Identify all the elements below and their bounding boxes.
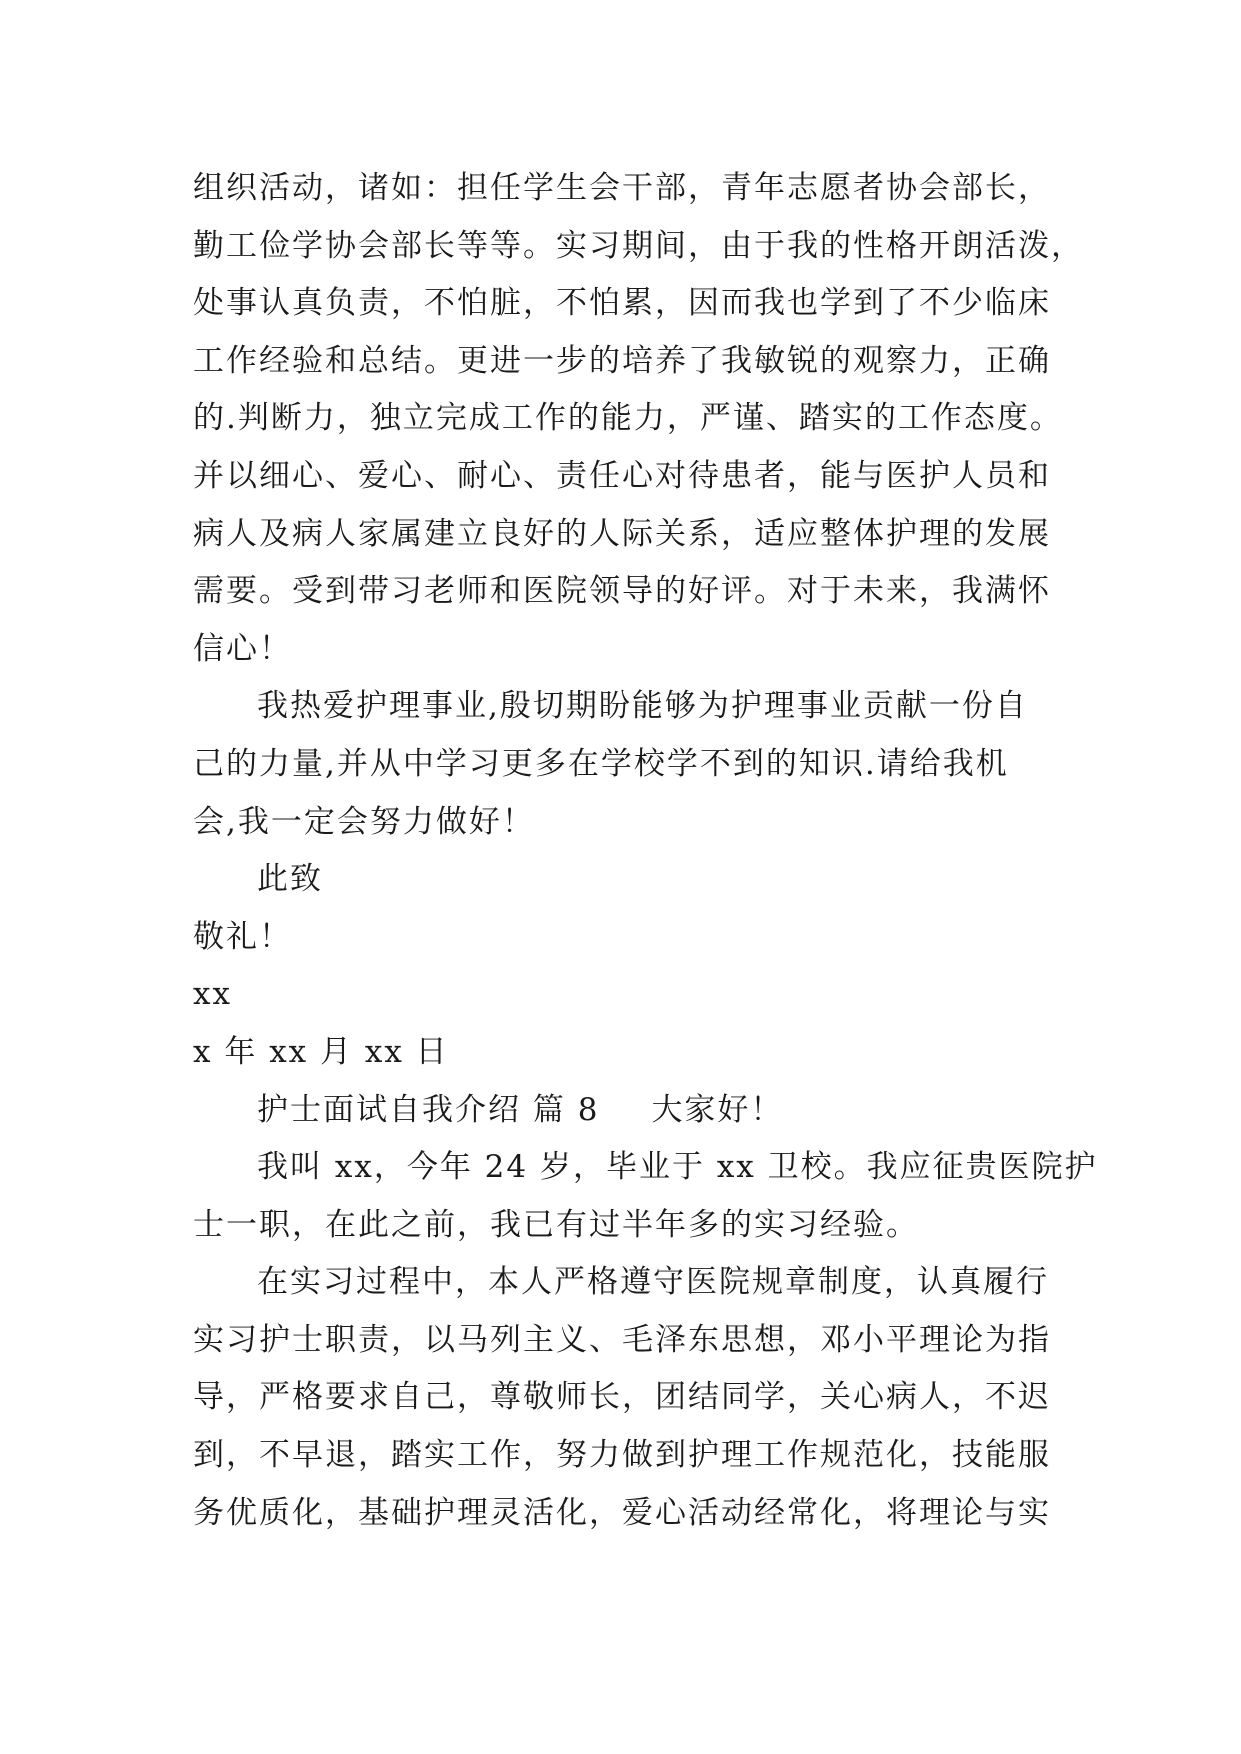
section-heading: 护士面试自我介绍 篇 8 xyxy=(257,1091,600,1128)
section-heading-line xyxy=(193,1082,1063,1140)
text-line: 我叫 xx，今年 24 岁，毕业于 xx 卫校。我应征贵医院护 xyxy=(257,1149,1098,1186)
text-line: 处事认真负责，不怕脏，不怕累，因而我也学到了不少临床 xyxy=(193,285,1051,322)
text-line: 己的力量,并从中学习更多在学校学不到的知识.请给我机 xyxy=(193,745,1009,782)
text-line: 组织活动，诸如：担任学生会干部，青年志愿者协会部长， xyxy=(193,170,1051,206)
text-line: 务优质化，基础护理灵活化，爱心活动经常化，将理论与实 xyxy=(193,1494,1051,1531)
text-line: 信心！ xyxy=(193,630,292,667)
closing-salutation: 此致 xyxy=(257,861,323,898)
text-line: 导，严格要求自己，尊敬师长，团结同学，关心病人，不迟 xyxy=(193,1379,1051,1416)
text-line: 的.判断力，独立完成工作的能力，严谨、踏实的工作态度。 xyxy=(193,400,1063,437)
text-line: 工作经验和总结。更进一步的培养了我敏锐的观察力，正确 xyxy=(193,342,1051,379)
text-line: 需要。受到带习老师和医院领导的好评。对于未来，我满怀 xyxy=(193,573,1051,610)
greeting: 大家好！ xyxy=(651,1091,784,1128)
text-line: 病人及病人家属建立良好的人际关系，适应整体护理的发展 xyxy=(193,515,1051,552)
text-line: 士一职，在此之前，我已有过半年多的实习经验。 xyxy=(193,1206,919,1243)
signature-date: x 年 xx 月 xx 日 xyxy=(193,1033,449,1070)
text-line: 到，不早退，踏实工作，努力做到护理工作规范化，技能服 xyxy=(193,1437,1051,1474)
closing-regards: 敬礼！ xyxy=(193,918,292,955)
text-line: 我热爱护理事业,殷切期盼能够为护理事业贡献一份自 xyxy=(257,688,1028,725)
text-line: 实习护士职责，以马列主义、毛泽东思想，邓小平理论为指 xyxy=(193,1321,1051,1358)
text-line: 并以细心、爱心、耐心、责任心对待患者，能与医护人员和 xyxy=(193,457,1051,494)
text-line: 勤工俭学协会部长等等。实习期间，由于我的性格开朗活泼， xyxy=(193,227,1084,264)
text-line: 在实习过程中，本人严格遵守医院规章制度，认真履行 xyxy=(257,1264,1049,1301)
text-line: 会,我一定会努力做好！ xyxy=(193,803,535,840)
document-body xyxy=(193,160,1098,1542)
signature-name: xx xyxy=(193,976,232,1013)
